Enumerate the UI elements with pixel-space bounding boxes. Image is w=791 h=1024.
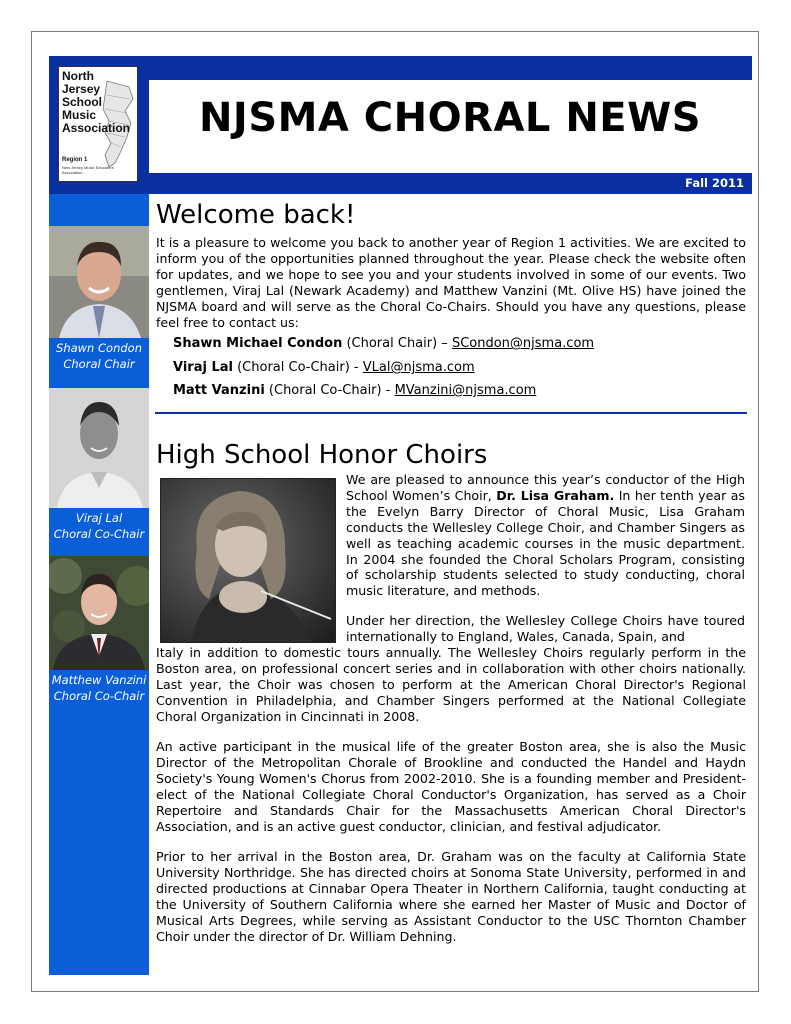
season-bar [149, 173, 752, 194]
contact-role: (Choral Co-Chair) - [268, 383, 395, 398]
contact-role: (Choral Chair) – [346, 336, 452, 351]
caption-viraj-lal [49, 510, 149, 542]
contact-row [173, 336, 594, 351]
honor-paragraph-2-rest: Italy in addition to domestic tours annually. The Wellesley Choirs regularly perform in the Boston area, on professional concert series and in collaboration with other choirs nationally. Last year, the Choir was chosen to perform at the American Choral Director's Regional Convention in Philadelphia, and Chamber Singers performed at the National Collegiate Choral Organization in Cincinnati in 2008. [156, 645, 746, 724]
p1-intro: We are pleased to announce this year’s conductor of the High School Women’s Choir, [346, 472, 745, 503]
contact-name: Viraj Lal [173, 360, 233, 375]
conductor-name: Dr. Lisa Graham. [496, 487, 615, 503]
caption-shawn-condon [49, 340, 149, 372]
newsletter-title: NJSMA CHORAL NEWS [198, 95, 702, 141]
honor-paragraph-2-top: Under her direction, the Wellesley College Choirs have toured internationally to England, Wales, Canada, Spain, and [346, 613, 745, 644]
caption-role: Choral Chair [63, 357, 135, 371]
welcome-paragraph: It is a pleasure to welcome you back to another year of Region 1 activities. We are excited to inform you of the opportunities planned throughout the year. Please check the website often for updates, and we hope to see you and your students involved in some of our events. Two gentlemen, Viraj Lal (Newark Academy) and Matthew Vanzini (Mt. Olive HS) have joined the NJSMA board and will serve as the Choral Co-Chairs. Should you have any questions, please feel free to contact us: [156, 235, 746, 330]
email-link[interactable]: VLal@njsma.com [362, 360, 475, 375]
logo-subtext: New Jersey Music Educators Association [62, 165, 114, 175]
honor-choirs-heading: High School Honor Choirs [156, 440, 488, 470]
header-top-bar [49, 56, 752, 80]
photo-matthew-vanzini [49, 556, 149, 670]
caption-role: Choral Co-Chair [53, 689, 145, 703]
p1-body: In her tenth year as the Evelyn Barry Director of Choral Music, Lisa Graham conducts the Wellesley College Choir, and Chamber Singers as well as teaching academic courses in the music department. In 2004 she founded the Choral Scholars Program, consisting of scholarship students selected to study conducting, choral music literature, and methods. [346, 487, 745, 599]
logo-wordmark: North Jersey School Music Association [62, 69, 131, 135]
welcome-heading: Welcome back! [156, 200, 356, 230]
caption-name: Shawn Condon [56, 341, 142, 355]
photo-shawn-condon [49, 226, 149, 338]
email-link[interactable]: SCondon@njsma.com [451, 336, 595, 351]
contact-name: Matt Vanzini [173, 383, 265, 398]
season-label: Fall 2011 [685, 176, 744, 190]
photo-viraj-lal [49, 388, 149, 508]
photo-lisa-graham [160, 478, 336, 643]
contact-row [173, 383, 536, 398]
honor-paragraph-3: An active participant in the musical life of the greater Boston area, she is also the Music Director of the Metropolitan Chorale of Brookline and conducted the Handel and Haydn Society's Young Women's Chorus from 2002-2010. She is a founding member and President-elect of the National Collegiate Choral Conductor's Organization, has served as a Choir Repertoire and Standards Chair for the Massachusetts American Choral Director's Association, and is an active guest conductor, clinician, and festival adjudicator. [156, 739, 746, 834]
njsma-logo [58, 66, 138, 182]
contact-row [173, 360, 475, 375]
email-link[interactable]: MVanzini@njsma.com [394, 383, 537, 398]
logo-region: Region 1 [62, 157, 88, 163]
caption-name: Matthew Vanzini [51, 673, 147, 687]
contact-name: Shawn Michael Condon [173, 336, 343, 351]
honor-paragraph-4: Prior to her arrival in the Boston area, Dr. Graham was on the faculty at California State University Northridge. She has directed choirs at Sonoma State University, performed in and directed productions at Cinnabar Opera Theater in Northern California, taught conducting at the University of Southern California where she earned her Master of Music and Doctor of Musical Arts Degrees, while serving as Assistant Conductor to the USC Thornton Chamber Choir under the director of Dr. William Dehning. [156, 849, 746, 944]
caption-role: Choral Co-Chair [53, 527, 145, 541]
contact-role: (Choral Co-Chair) - [237, 360, 363, 375]
honor-paragraph-1 [346, 472, 745, 599]
caption-matthew-vanzini [49, 672, 149, 704]
caption-name: Viraj Lal [75, 511, 123, 525]
section-divider [155, 412, 747, 414]
